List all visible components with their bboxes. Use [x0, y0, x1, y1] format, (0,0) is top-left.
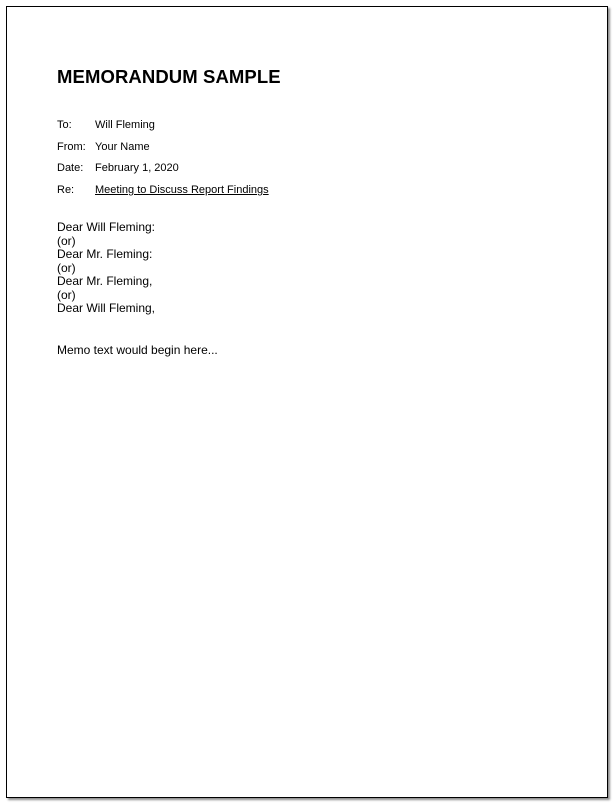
to-label: To:	[57, 119, 72, 131]
re-row	[57, 184, 269, 206]
salutation-line: Dear Will Fleming,	[57, 301, 156, 315]
date-label: Date:	[57, 162, 84, 175]
from-row	[57, 141, 269, 163]
date-value: February 1, 2020	[95, 162, 179, 175]
memo-body-text: Memo text would begin here...	[57, 343, 218, 357]
salutation-options	[57, 221, 155, 316]
from-label: From:	[57, 140, 86, 153]
salutation-or: (or)	[57, 233, 76, 248]
salutation-line: Dear Mr. Fleming,	[57, 274, 153, 288]
re-value: Meeting to Discuss Report Findings	[95, 184, 269, 197]
salutation-or: (or)	[57, 287, 76, 302]
date-row	[57, 162, 269, 184]
memo-title: MEMORANDUM SAMPLE	[57, 66, 281, 87]
from-value: Your Name	[95, 140, 150, 153]
salutation-or: (or)	[57, 260, 76, 275]
memo-header-fields	[57, 119, 269, 206]
document-page	[6, 6, 608, 798]
to-row	[57, 119, 269, 141]
salutation-line: Dear Mr. Fleming:	[57, 247, 153, 261]
to-value: Will Fleming	[95, 119, 155, 131]
salutation-line: Dear Will Fleming:	[57, 220, 156, 234]
re-label: Re:	[57, 184, 75, 197]
